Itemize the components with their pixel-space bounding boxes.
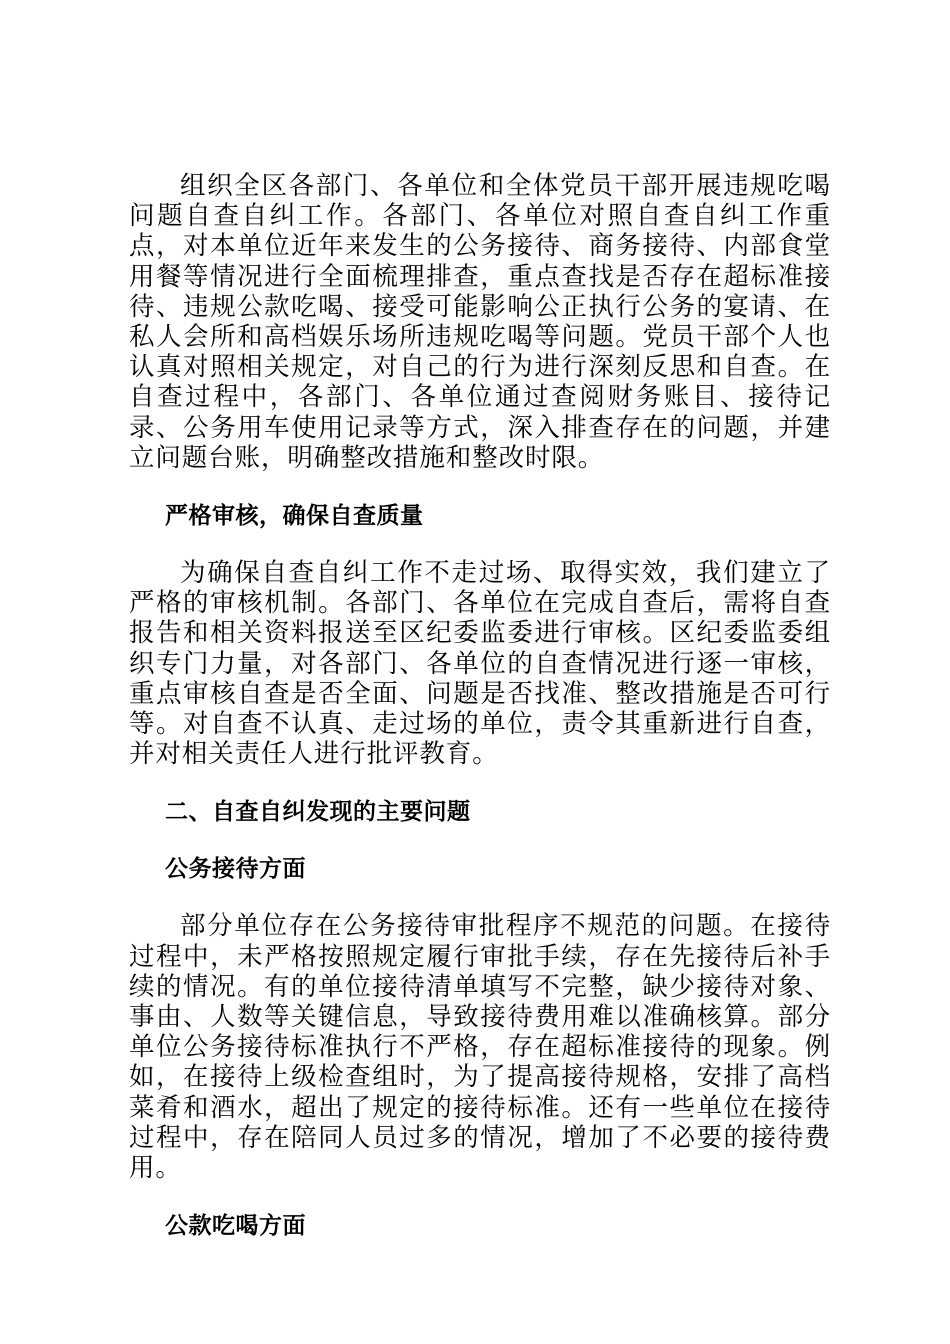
paragraph-official-reception-issues: 部分单位存在公务接待审批程序不规范的问题。在接待过程中，未严格按照规定履行审批手续，存在先接待后补手续的情况。有的单位接待清单填写不完整，缺少接待对象、事由、人数等关键信息，导致接待费用难以准确核算。部分单位公务接待标准执行不严格，存在超标准接待的现象。例如，在接待上级检查组时，为了提高接待规格，安排了高档菜肴和酒水，超出了规定的接待标准。还有一些单位在接待过程中，存在陪同人员过多的情况，增加了不必要的接待费用。 (129, 911, 831, 1184)
section-heading-strict-review: 严格审核，确保自查质量 (165, 503, 424, 530)
paragraph-review-mechanism: 为确保自查自纠工作不走过场、取得实效，我们建立了严格的审核机制。各部门、各单位在完成自查后，需将自查报告和相关资料报送至区纪委监委进行审核。区纪委监委组织专门力量，对各部门、各单位的自查情况进行逐一审核，重点审核自查是否全面、问题是否找准、整改措施是否可行等。对自查不认真、走过场的单位，责令其重新进行自查，并对相关责任人进行批评教育。 (129, 558, 831, 770)
section-heading-main-problems: 二、自查自纠发现的主要问题 (165, 799, 471, 826)
subsection-heading-official-reception: 公务接待方面 (165, 856, 306, 883)
subsection-heading-public-funds-dining: 公款吃喝方面 (165, 1213, 306, 1240)
paragraph-self-inspection-organization: 组织全区各部门、各单位和全体党员干部开展违规吃喝问题自查自纠工作。各部门、各单位对照自查自纠工作重点，对本单位近年来发生的公务接待、商务接待、内部食堂用餐等情况进行全面梳理排查，重点查找是否存在超标准接待、违规公款吃喝、接受可能影响公正执行公务的宴请、在私人会所和高档娱乐场所违规吃喝等问题。党员干部个人也认真对照相关规定，对自己的行为进行深刻反思和自查。在自查过程中，各部门、各单位通过查阅财务账目、接待记录、公务用车使用记录等方式，深入排查存在的问题，并建立问题台账，明确整改措施和整改时限。 (129, 171, 831, 473)
document-body (129, 171, 831, 1241)
